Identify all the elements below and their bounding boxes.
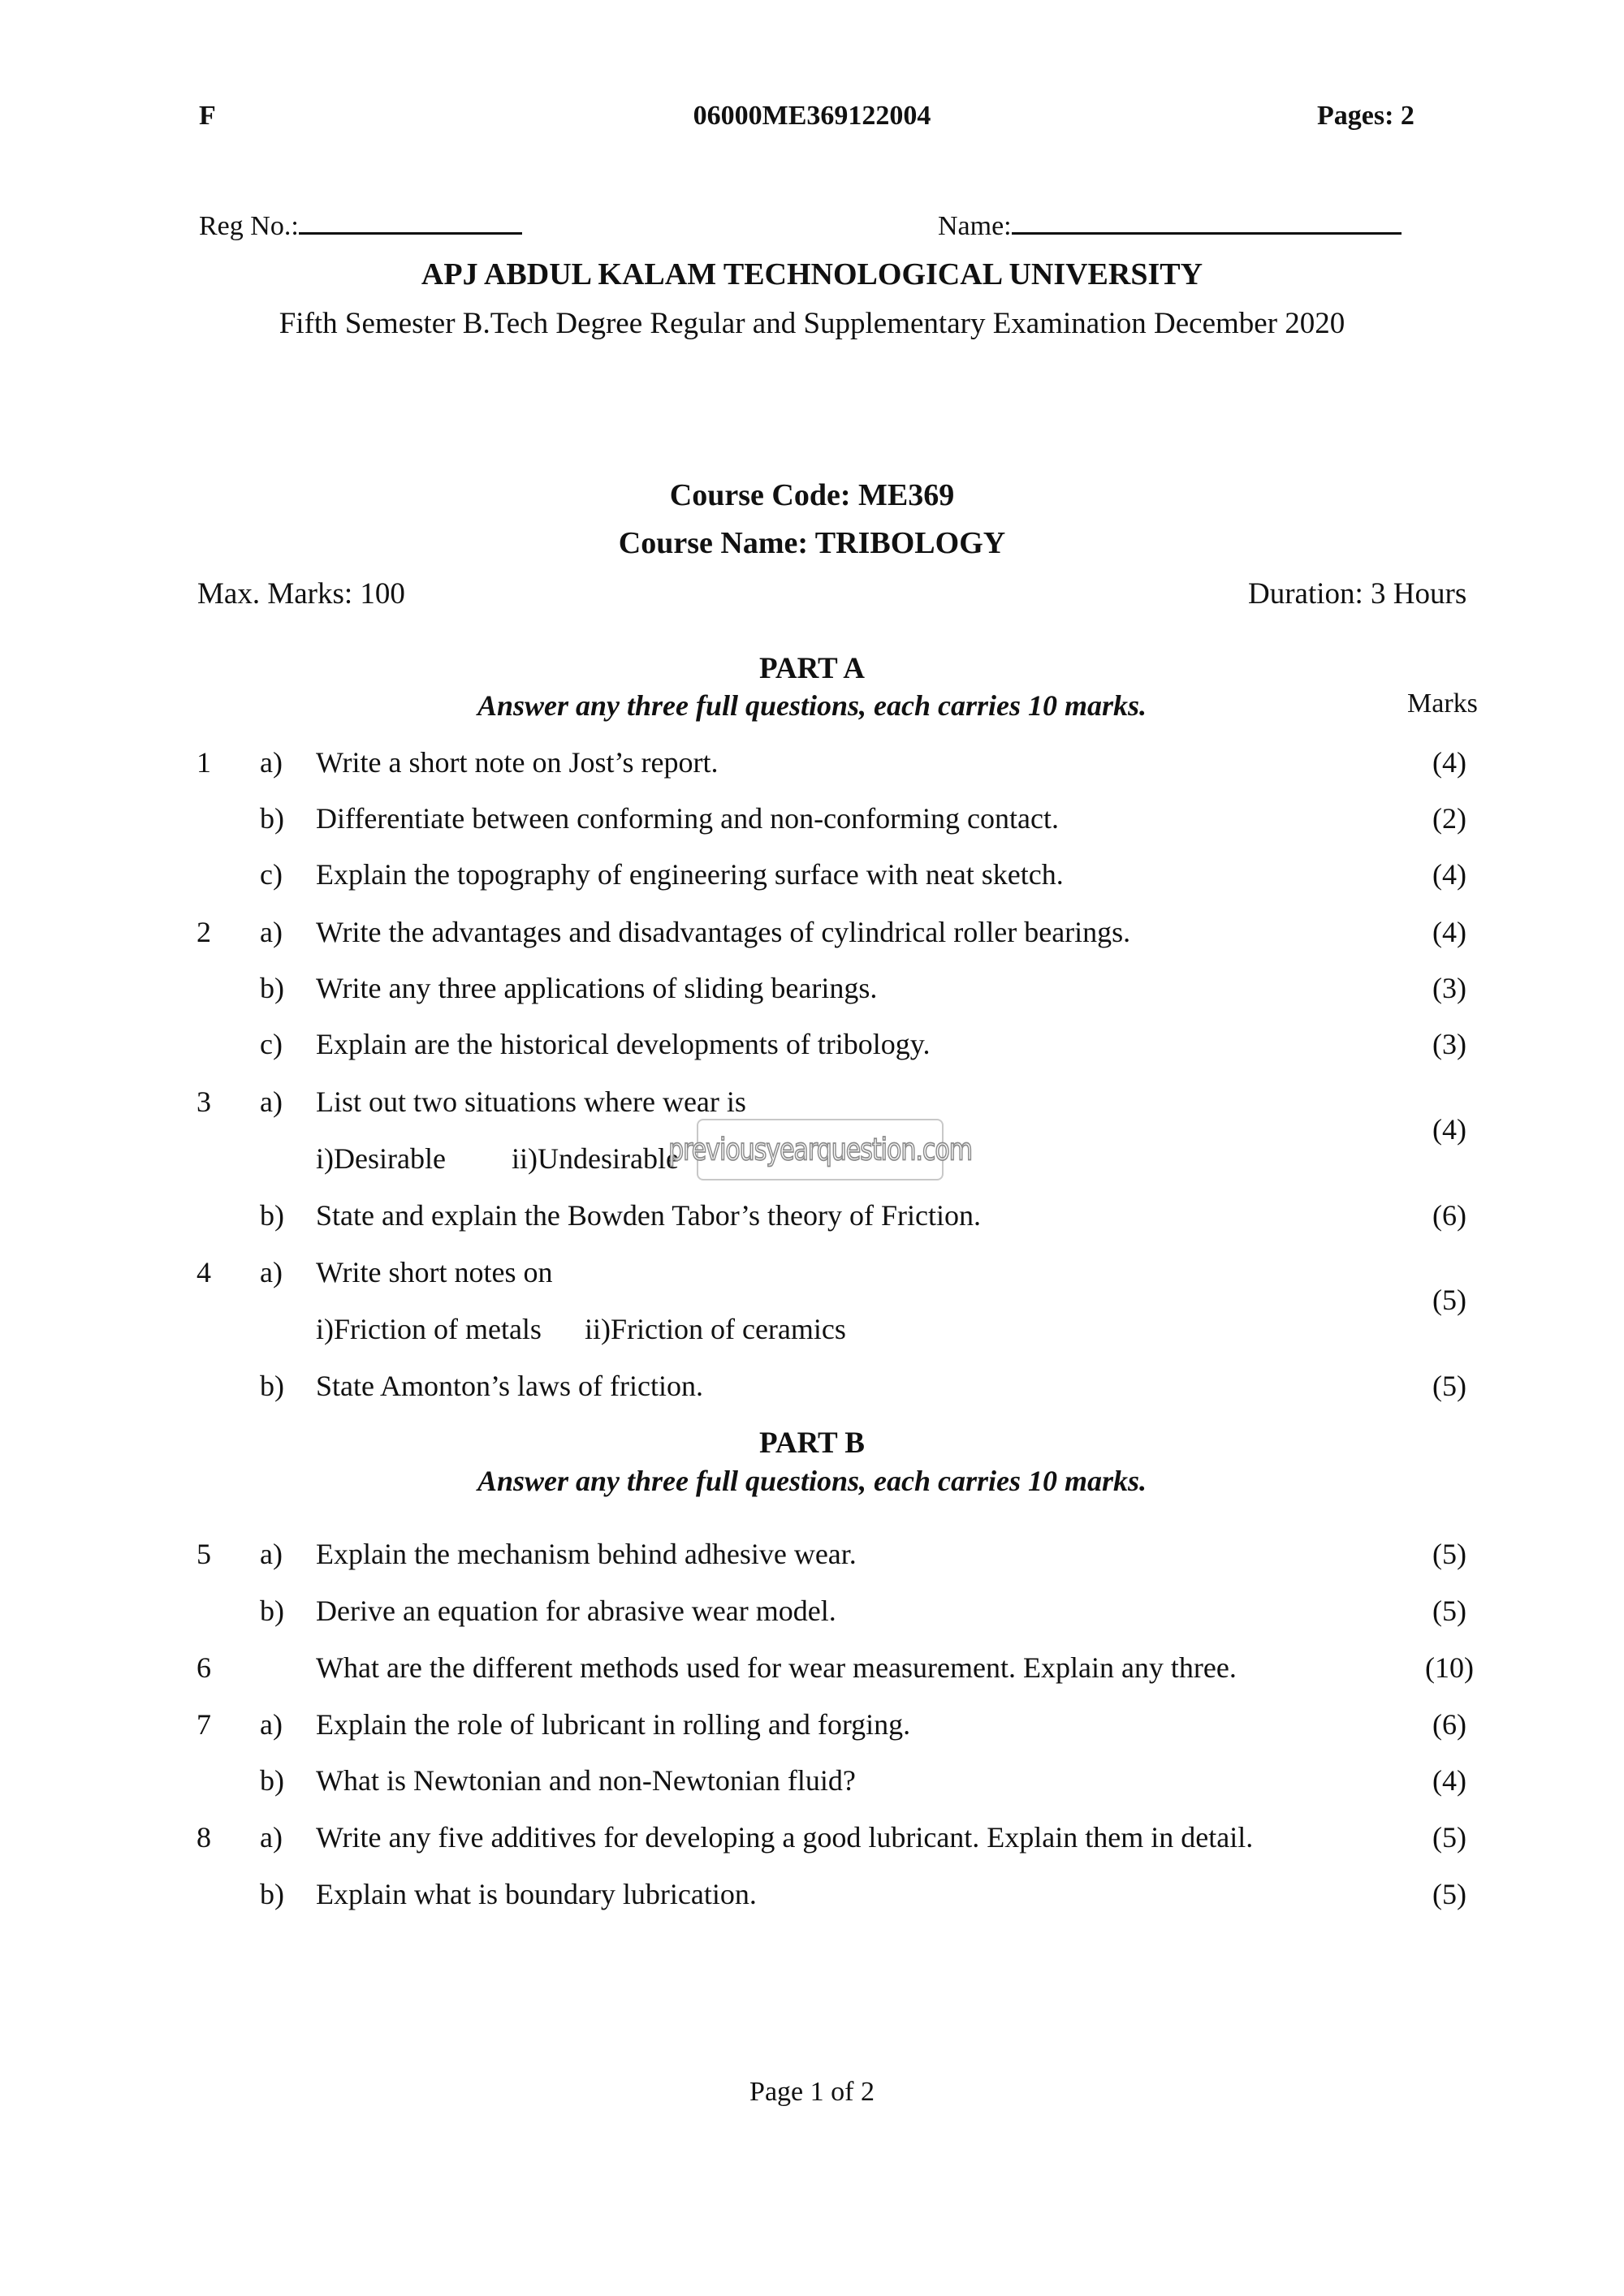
- question-marks: (4): [1432, 858, 1466, 891]
- question-number: 6: [197, 1651, 211, 1684]
- question-marks: (6): [1432, 1708, 1466, 1741]
- question-subpart: b): [260, 972, 284, 1004]
- watermark-logo: [668, 1119, 972, 1180]
- question-text: Write any five additives for developing a good lubricant. Explain them in detail.: [316, 1821, 1254, 1854]
- question-text-option: i)Desirable: [316, 1142, 446, 1175]
- question-subpart: b): [260, 1595, 284, 1627]
- question-text: Write any three applications of sliding bearings.: [316, 972, 878, 1004]
- question-text: What is Newtonian and non-Newtonian fluid?: [316, 1764, 856, 1797]
- question-subpart: a): [260, 1256, 283, 1288]
- question-marks: (4): [1432, 1113, 1466, 1146]
- question-subpart: a): [260, 1708, 283, 1741]
- page-footer: Page 1 of 2: [749, 2077, 875, 2107]
- question-subpart: b): [260, 1878, 284, 1910]
- question-number: 2: [197, 916, 211, 948]
- question-text: Explain the topography of engineering surface with neat sketch.: [316, 858, 1064, 891]
- question-number: 8: [197, 1821, 211, 1854]
- question-text: Differentiate between conforming and non-conforming contact.: [316, 802, 1059, 835]
- name-line: [1012, 208, 1402, 235]
- question-text: Explain what is boundary lubrication.: [316, 1878, 757, 1910]
- watermark-text: previousyearquestion.com: [668, 1132, 972, 1167]
- question-subpart: a): [260, 916, 283, 948]
- question-number: 7: [197, 1708, 211, 1741]
- question-text: Explain the mechanism behind adhesive wear.: [316, 1538, 857, 1570]
- course-name: Course Name: TRIBOLOGY: [618, 526, 1006, 560]
- question-marks: (5): [1432, 1370, 1466, 1402]
- question-subpart: a): [260, 1821, 283, 1854]
- paper-set-letter: F: [199, 101, 216, 131]
- question-subpart: a): [260, 746, 283, 779]
- question-marks: (5): [1432, 1821, 1466, 1854]
- reg-no-line: [299, 208, 522, 235]
- question-text: Explain are the historical developments of tribology.: [316, 1028, 931, 1060]
- question-marks: (2): [1432, 802, 1466, 835]
- reg-no-label: Reg No.:: [199, 211, 299, 241]
- question-marks: (4): [1432, 916, 1466, 948]
- part-b-instruction: Answer any three full questions, each carries 10 marks.: [477, 1465, 1147, 1497]
- question-marks: (5): [1432, 1284, 1466, 1316]
- question-text: Explain the role of lubricant in rolling and forging.: [316, 1708, 911, 1741]
- question-text: Write the advantages and disadvantages of cylindrical roller bearings.: [316, 916, 1131, 948]
- question-number: 3: [197, 1085, 211, 1118]
- question-marks: (5): [1432, 1595, 1466, 1627]
- question-marks: (6): [1432, 1199, 1466, 1232]
- question-text-option: i)Friction of metals: [316, 1313, 542, 1345]
- question-text-option: ii)Undesirable: [512, 1142, 679, 1175]
- max-marks: Max. Marks: 100: [197, 577, 405, 611]
- question-subpart: b): [260, 1370, 284, 1402]
- question-marks: (3): [1432, 1028, 1466, 1060]
- question-subpart: a): [260, 1538, 283, 1570]
- question-marks: (10): [1425, 1651, 1474, 1684]
- marks-column-header: Marks: [1407, 688, 1478, 719]
- question-text: List out two situations where wear is: [316, 1085, 746, 1118]
- university-name: APJ ABDUL KALAM TECHNOLOGICAL UNIVERSITY: [421, 257, 1203, 291]
- question-text: Derive an equation for abrasive wear model.: [316, 1595, 836, 1627]
- question-number: 1: [197, 746, 211, 779]
- question-text: State and explain the Bowden Tabor’s theory of Friction.: [316, 1199, 981, 1232]
- part-b-title: PART B: [759, 1426, 865, 1460]
- question-text: What are the different methods used for wear measurement. Explain any three.: [316, 1651, 1237, 1684]
- question-marks: (5): [1432, 1538, 1466, 1570]
- question-marks: (4): [1432, 1764, 1466, 1797]
- question-text: Write short notes on: [316, 1256, 553, 1288]
- part-a-title: PART A: [759, 652, 865, 685]
- question-number: 5: [197, 1538, 211, 1570]
- part-a-instruction: Answer any three full questions, each carries 10 marks.: [477, 689, 1147, 722]
- page-count: Pages: 2: [1317, 101, 1415, 131]
- question-marks: (3): [1432, 972, 1466, 1004]
- name-label: Name:: [938, 211, 1012, 241]
- question-subpart: c): [260, 1028, 283, 1060]
- question-marks: (4): [1432, 746, 1466, 779]
- question-subpart: b): [260, 802, 284, 835]
- question-marks: (5): [1432, 1878, 1466, 1910]
- question-text-option: ii)Friction of ceramics: [585, 1313, 846, 1345]
- question-subpart: b): [260, 1764, 284, 1797]
- name-field: [938, 208, 1402, 242]
- question-text: Write a short note on Jost’s report.: [316, 746, 719, 779]
- paper-code: 06000ME369122004: [693, 101, 931, 131]
- question-number: 4: [197, 1256, 211, 1288]
- exam-title: Fifth Semester B.Tech Degree Regular and Supplementary Examination December 2020: [279, 307, 1345, 340]
- question-text: State Amonton’s laws of friction.: [316, 1370, 703, 1402]
- question-subpart: b): [260, 1199, 284, 1232]
- question-subpart: c): [260, 858, 283, 891]
- reg-no-field: [199, 208, 522, 242]
- duration: Duration: 3 Hours: [1248, 577, 1467, 611]
- question-subpart: a): [260, 1085, 283, 1118]
- course-code: Course Code: ME369: [669, 478, 955, 512]
